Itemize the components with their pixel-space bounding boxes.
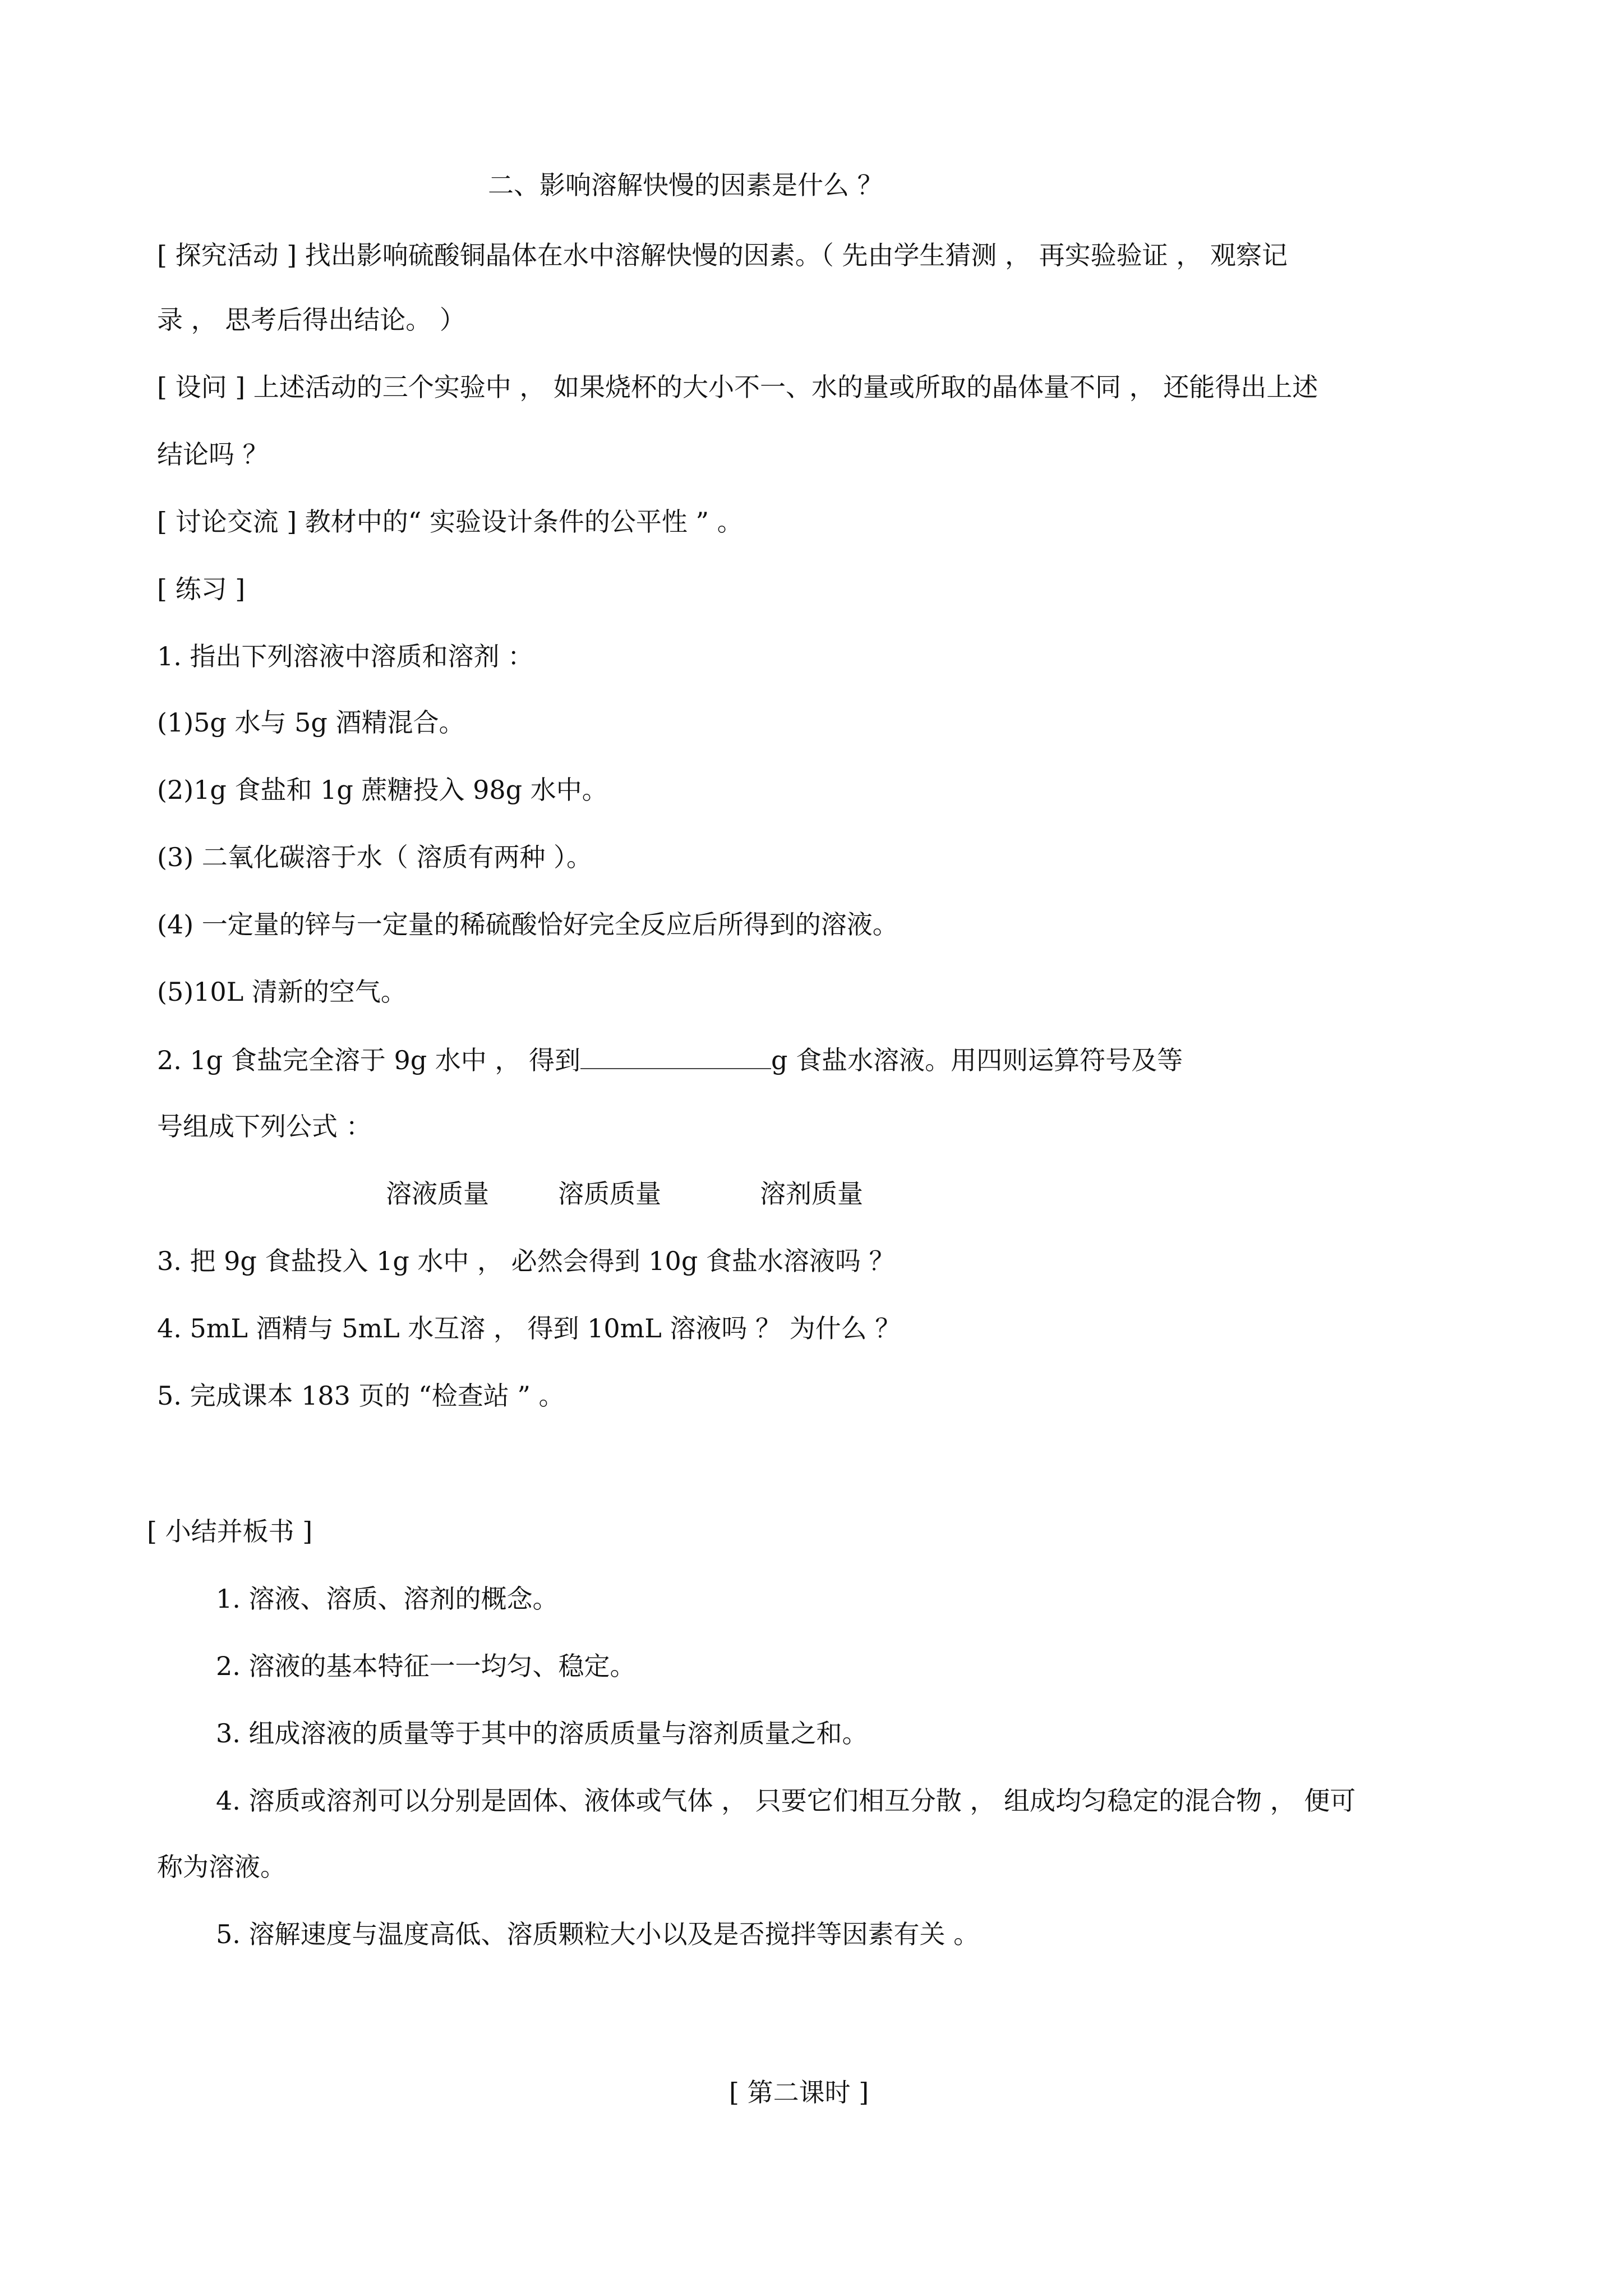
discussion-line: [ 讨论交流 ] 教材中的“ 实验设计条件的公平性 ” 。: [157, 507, 743, 537]
practice-q1-item: (3) 二氧化碳溶于水（ 溶质有两种 ）。: [157, 842, 593, 872]
summary-item: 2. 溶液的基本特征一一均匀、稳定。: [216, 1651, 636, 1681]
practice-q1-item: (1)5g 水与 5g 酒精混合。: [157, 707, 465, 738]
question-line2: 结论吗 ？: [157, 439, 269, 470]
practice-q1-item: (5)10L 清新的空气。: [157, 977, 407, 1007]
q2-text-part1: 2. 1g 食盐完全溶于 9g 水中 ， 得到: [157, 1045, 581, 1075]
explore-activity-line2: 录 ， 思考后得出结论。 ）: [157, 305, 465, 335]
formula-term: 溶质质量: [558, 1179, 661, 1209]
practice-question-3: 3. 把 9g 食盐投入 1g 水中 ， 必然会得到 10g 食盐水溶液吗 ？: [157, 1246, 895, 1276]
practice-question-2-cont: 号组成下列公式 ：: [157, 1111, 372, 1142]
summary-title: [ 小结并板书 ]: [147, 1516, 313, 1547]
practice-title: [ 练习 ]: [157, 574, 246, 604]
summary-item: 3. 组成溶液的质量等于其中的溶质质量与溶剂质量之和。: [216, 1718, 868, 1749]
practice-question-2: [157, 1043, 1183, 1077]
section-heading: 二、影响溶解快慢的因素是什么 ？: [488, 170, 883, 200]
summary-item: 1. 溶液、溶质、溶剂的概念。: [216, 1584, 559, 1614]
practice-q1-item: (2)1g 食盐和 1g 蔗糖投入 98g 水中。: [157, 775, 608, 805]
summary-item-4-cont: 称为溶液。: [157, 1852, 286, 1882]
practice-question-4: 4. 5mL 酒精与 5mL 水互溶 ， 得到 10mL 溶液吗 ？ 为什么 ？: [157, 1313, 901, 1343]
summary-item: 4. 溶质或溶剂可以分别是固体、液体或气体 ， 只要它们相互分散 ， 组成均匀稳定的混合物 ， 便可: [216, 1786, 1356, 1816]
practice-question-5: 5. 完成课本 183 页的 “检查站 ” 。: [157, 1381, 565, 1411]
formula-term: 溶液质量: [386, 1179, 489, 1209]
practice-question-1: 1. 指出下列溶液中溶质和溶剂 ：: [157, 641, 534, 671]
question-line1: [ 设问 ] 上述活动的三个实验中 ， 如果烧杯的大小不一、水的量或所取的晶体量不同 ， 还能得出上述: [157, 372, 1318, 402]
summary-item: 5. 溶解速度与温度高低、溶质颗粒大小以及是否搅拌等因素有关 。: [216, 1919, 980, 1949]
next-lesson-heading: [ 第二课时 ]: [729, 2077, 869, 2108]
practice-q1-item: (4) 一定量的锌与一定量的稀硫酸恰好完全反应后所得到的溶液。: [157, 909, 898, 940]
formula-term: 溶剂质量: [760, 1179, 863, 1209]
explore-activity-line1: [ 探究活动 ] 找出影响硫酸铜晶体在水中溶解快慢的因素。（ 先由学生猜测 ， 再实验验证 ， 观察记: [157, 240, 1288, 270]
answer-blank[interactable]: [580, 1043, 771, 1069]
q2-text-part2: g 食盐水溶液。用四则运算符号及等: [771, 1045, 1183, 1075]
